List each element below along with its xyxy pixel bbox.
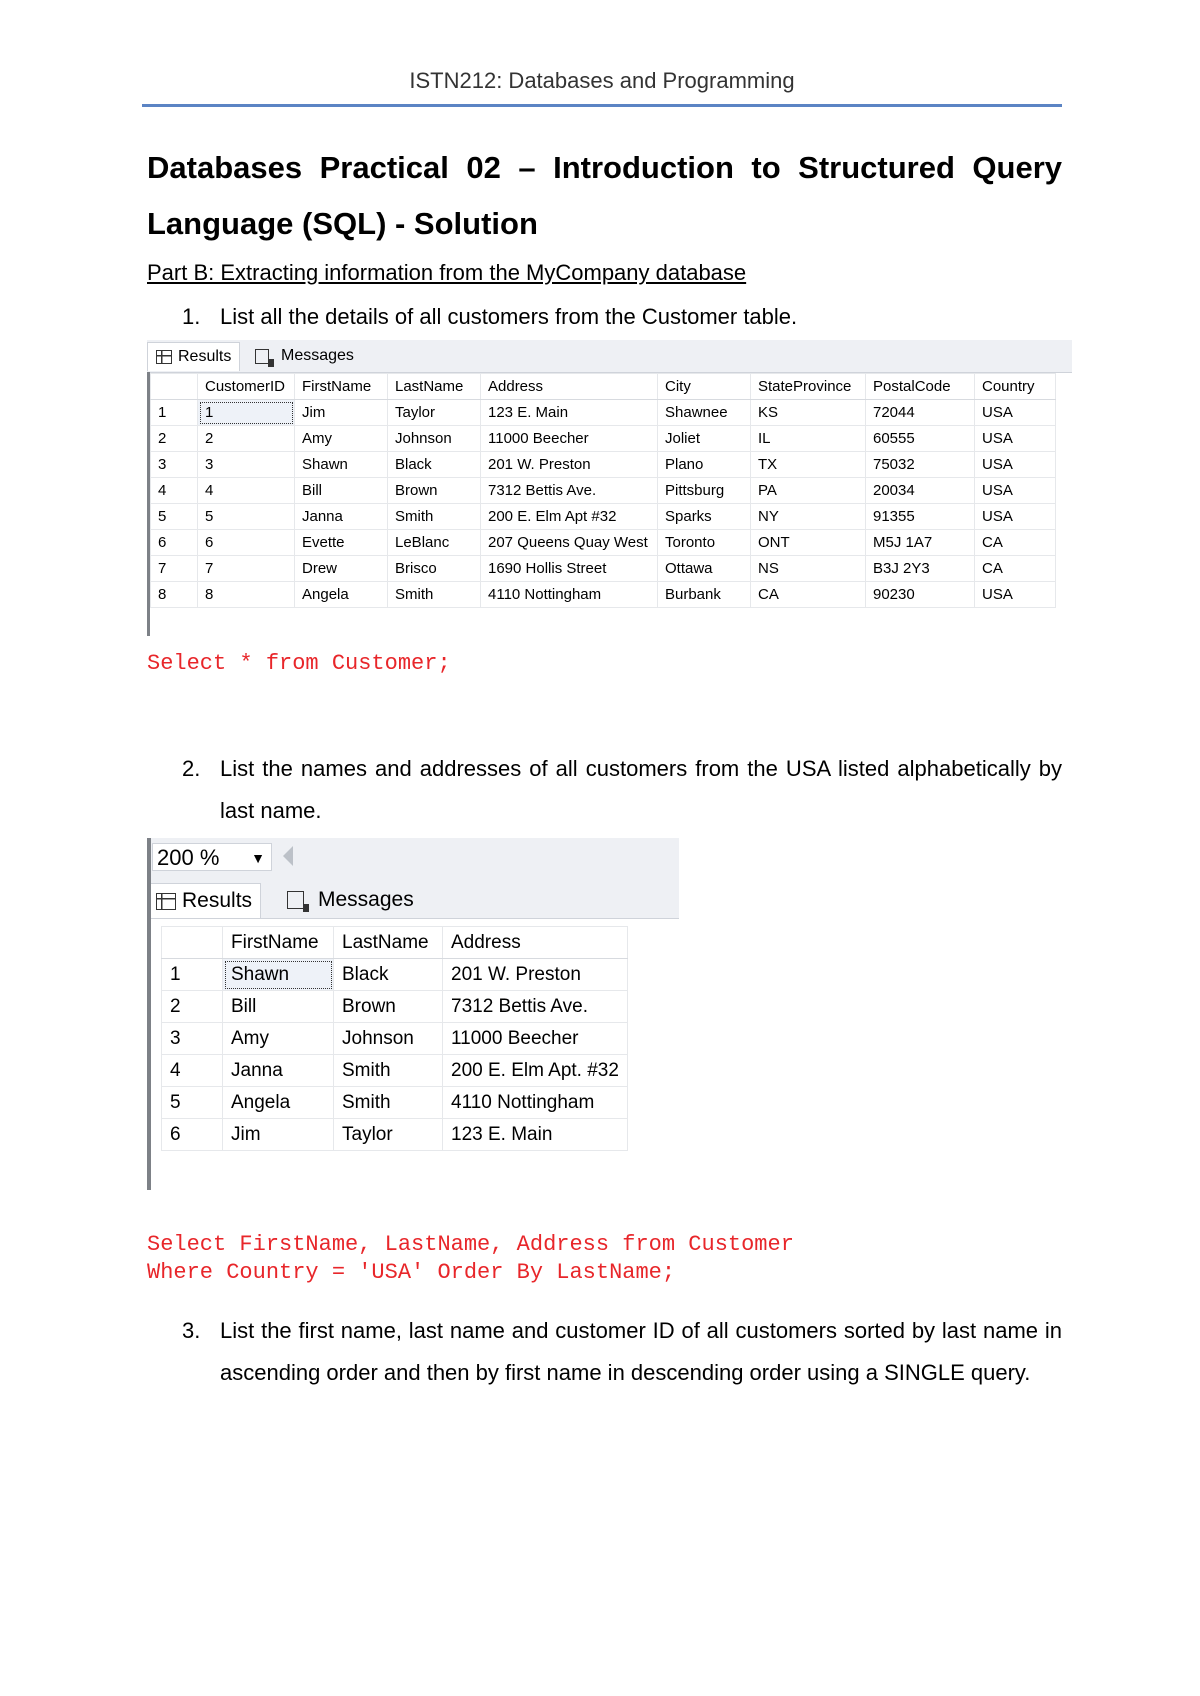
table-cell[interactable]: 8	[198, 582, 295, 608]
table-cell[interactable]: CA	[975, 530, 1056, 556]
table-cell[interactable]: Evette	[295, 530, 388, 556]
page-header: ISTN212: Databases and Programming	[409, 68, 795, 93]
table-cell[interactable]: Black	[334, 959, 443, 991]
table-cell[interactable]: 11000 Beecher	[481, 426, 658, 452]
table-row[interactable]	[151, 452, 1056, 478]
table-row[interactable]	[162, 959, 628, 991]
table-cell[interactable]: 4110 Nottingham	[443, 1087, 628, 1119]
table-cell[interactable]: Black	[388, 452, 481, 478]
table-cell[interactable]: 123 E. Main	[443, 1119, 628, 1151]
tab-results[interactable]	[147, 883, 261, 918]
grid-left-border	[147, 838, 151, 1190]
table-row[interactable]	[162, 1087, 628, 1119]
table-cell[interactable]: M5J 1A7	[866, 530, 975, 556]
question-number: 1.	[182, 304, 201, 329]
tab-results-label: Results	[178, 348, 232, 365]
table-cell[interactable]: B3J 2Y3	[866, 556, 975, 582]
row-number-header	[162, 927, 223, 959]
messages-icon	[287, 891, 304, 909]
results-tabbar	[147, 340, 1072, 373]
table-cell[interactable]: Jim	[295, 400, 388, 426]
table-cell[interactable]: Smith	[388, 504, 481, 530]
row-number[interactable]: 1	[162, 959, 223, 991]
table-cell[interactable]: USA	[975, 400, 1056, 426]
table-row[interactable]	[162, 1055, 628, 1087]
table-cell[interactable]: IL	[751, 426, 866, 452]
table-cell[interactable]: 2	[198, 426, 295, 452]
table-cell[interactable]: 6	[198, 530, 295, 556]
table-row[interactable]	[151, 530, 1056, 556]
table-cell[interactable]: Brown	[334, 991, 443, 1023]
chevron-down-icon: ▼	[251, 850, 265, 866]
zoom-value: 200 %	[157, 845, 220, 870]
table-row[interactable]	[151, 582, 1056, 608]
table-cell[interactable]: 20034	[866, 478, 975, 504]
tab-messages-label: Messages	[281, 347, 354, 364]
row-number[interactable]: 5	[162, 1087, 223, 1119]
table-cell[interactable]: Smith	[334, 1087, 443, 1119]
table-cell[interactable]: Shawnee	[658, 400, 751, 426]
table-cell[interactable]: ONT	[751, 530, 866, 556]
table-row[interactable]	[151, 504, 1056, 530]
table-row[interactable]	[151, 426, 1056, 452]
table-row[interactable]	[151, 400, 1056, 426]
table-cell[interactable]: USA	[975, 452, 1056, 478]
table-cell[interactable]: Burbank	[658, 582, 751, 608]
table-cell[interactable]: 72044	[866, 400, 975, 426]
table-cell[interactable]: Smith	[388, 582, 481, 608]
customer-table	[150, 373, 1056, 608]
table-cell[interactable]: USA	[975, 478, 1056, 504]
table-row[interactable]	[151, 556, 1056, 582]
results-tabbar	[147, 878, 679, 919]
table-cell[interactable]: Shawn	[223, 959, 334, 991]
row-number[interactable]: 4	[162, 1055, 223, 1087]
table-header-row	[162, 927, 628, 959]
row-number[interactable]: 6	[162, 1119, 223, 1151]
sql-line: Select FirstName, LastName, Address from Customer	[147, 1232, 794, 1257]
row-number[interactable]: 3	[151, 452, 198, 478]
question-1	[182, 296, 1062, 338]
table-cell[interactable]: 200 E. Elm Apt. #32	[443, 1055, 628, 1087]
column-header[interactable]: Address	[443, 927, 628, 959]
table-cell[interactable]: NY	[751, 504, 866, 530]
row-number[interactable]: 7	[151, 556, 198, 582]
question-number: 2.	[182, 756, 201, 781]
header-rule	[142, 104, 1062, 107]
table-cell[interactable]: Janna	[223, 1055, 334, 1087]
table-cell[interactable]: KS	[751, 400, 866, 426]
sql-query-1: Select * from Customer;	[147, 651, 451, 676]
table-cell[interactable]: TX	[751, 452, 866, 478]
table-cell[interactable]: Toronto	[658, 530, 751, 556]
table-cell[interactable]: Shawn	[295, 452, 388, 478]
table-cell[interactable]: Taylor	[334, 1119, 443, 1151]
table-cell[interactable]: Drew	[295, 556, 388, 582]
table-cell[interactable]: Jim	[223, 1119, 334, 1151]
sql-line: Where Country = 'USA' Order By LastName;	[147, 1260, 676, 1285]
table-cell[interactable]: 201 W. Preston	[443, 959, 628, 991]
row-number[interactable]: 2	[151, 426, 198, 452]
grid-icon	[156, 893, 176, 910]
table-row[interactable]	[162, 1023, 628, 1055]
question-3	[182, 1310, 1062, 1394]
table-cell[interactable]: 7312 Bettis Ave.	[443, 991, 628, 1023]
table-cell[interactable]: USA	[975, 504, 1056, 530]
tab-messages-label: Messages	[318, 888, 414, 911]
results-grid-2	[147, 838, 679, 1190]
table-cell[interactable]: 75032	[866, 452, 975, 478]
table-cell[interactable]: Joliet	[658, 426, 751, 452]
column-header[interactable]: LastName	[388, 374, 481, 400]
table-cell[interactable]: NS	[751, 556, 866, 582]
tab-messages[interactable]	[279, 883, 422, 917]
table-cell[interactable]: CA	[751, 582, 866, 608]
table-cell[interactable]: Brisco	[388, 556, 481, 582]
column-header[interactable]: StateProvince	[751, 374, 866, 400]
question-text: List the first name, last name and customer ID of all customers sorted by last name in ascending order and then by first name in descending order using a SINGLE query.	[220, 1318, 1062, 1385]
table-cell[interactable]: 11000 Beecher	[443, 1023, 628, 1055]
table-cell[interactable]: Amy	[223, 1023, 334, 1055]
table-cell[interactable]: 60555	[866, 426, 975, 452]
tab-messages[interactable]	[247, 342, 362, 370]
table-cell[interactable]: CA	[975, 556, 1056, 582]
table-cell[interactable]: 90230	[866, 582, 975, 608]
column-header[interactable]: LastName	[334, 927, 443, 959]
table-cell[interactable]: Bill	[295, 478, 388, 504]
column-header[interactable]: City	[658, 374, 751, 400]
table-row[interactable]	[151, 478, 1056, 504]
table-cell[interactable]: 1690 Hollis Street	[481, 556, 658, 582]
page-title: Databases Practical 02 – Introduction to Structured Query Language (SQL) - Solution	[147, 150, 1062, 241]
table-cell[interactable]: USA	[975, 426, 1056, 452]
table-cell[interactable]: Janna	[295, 504, 388, 530]
question-2	[182, 748, 1062, 832]
table-cell[interactable]: Pittsburg	[658, 478, 751, 504]
table-row[interactable]	[162, 991, 628, 1023]
question-text: List all the details of all customers from the Customer table.	[220, 304, 798, 329]
table-row[interactable]	[162, 1119, 628, 1151]
row-number-header	[151, 374, 198, 400]
table-cell[interactable]: Sparks	[658, 504, 751, 530]
table-cell[interactable]: USA	[975, 582, 1056, 608]
table-cell[interactable]: Taylor	[388, 400, 481, 426]
table-cell[interactable]: 7	[198, 556, 295, 582]
table-cell[interactable]: 91355	[866, 504, 975, 530]
table-cell[interactable]: 7312 Bettis Ave.	[481, 478, 658, 504]
row-number[interactable]: 8	[151, 582, 198, 608]
section-heading: Part B: Extracting information from the MyCompany database	[147, 260, 747, 285]
column-header[interactable]: FirstName	[223, 927, 334, 959]
table-header-row	[151, 374, 1056, 400]
table-cell[interactable]: LeBlanc	[388, 530, 481, 556]
table-cell[interactable]: 3	[198, 452, 295, 478]
table-cell[interactable]: Ottawa	[658, 556, 751, 582]
table-cell[interactable]: 4	[198, 478, 295, 504]
scroll-left-icon[interactable]	[283, 846, 293, 866]
table-cell[interactable]: 201 W. Preston	[481, 452, 658, 478]
question-text: List the names and addresses of all customers from the USA listed alphabetically by last name.	[220, 756, 1062, 823]
row-number[interactable]: 2	[162, 991, 223, 1023]
usa-customers-table	[161, 926, 628, 1151]
table-cell[interactable]: Angela	[295, 582, 388, 608]
zoom-select[interactable]	[152, 843, 272, 871]
zoom-bar	[147, 838, 679, 878]
row-number[interactable]: 6	[151, 530, 198, 556]
table-cell[interactable]: Plano	[658, 452, 751, 478]
column-header[interactable]: Address	[481, 374, 658, 400]
table-cell[interactable]: Angela	[223, 1087, 334, 1119]
results-grid-1	[147, 340, 1072, 636]
table-cell[interactable]: 123 E. Main	[481, 400, 658, 426]
table-cell[interactable]: Amy	[295, 426, 388, 452]
messages-icon	[255, 349, 269, 364]
table-cell[interactable]: Bill	[223, 991, 334, 1023]
grid-icon	[156, 350, 172, 364]
column-header[interactable]: PostalCode	[866, 374, 975, 400]
row-number[interactable]: 5	[151, 504, 198, 530]
tab-results[interactable]	[147, 342, 240, 371]
table-cell[interactable]: PA	[751, 478, 866, 504]
table-cell[interactable]: 1	[198, 400, 295, 426]
tab-results-label: Results	[182, 889, 253, 912]
sql-query-2	[147, 1203, 794, 1287]
table-cell[interactable]: Brown	[388, 478, 481, 504]
column-header[interactable]: CustomerID	[198, 374, 295, 400]
column-header[interactable]: Country	[975, 374, 1056, 400]
row-number[interactable]: 4	[151, 478, 198, 504]
row-number[interactable]: 1	[151, 400, 198, 426]
question-number: 3.	[182, 1318, 201, 1343]
table-cell[interactable]: Smith	[334, 1055, 443, 1087]
table-cell[interactable]: 5	[198, 504, 295, 530]
table-cell[interactable]: 200 E. Elm Apt #32	[481, 504, 658, 530]
column-header[interactable]: FirstName	[295, 374, 388, 400]
table-cell[interactable]: 207 Queens Quay West	[481, 530, 658, 556]
table-cell[interactable]: Johnson	[334, 1023, 443, 1055]
table-cell[interactable]: Johnson	[388, 426, 481, 452]
table-cell[interactable]: 4110 Nottingham	[481, 582, 658, 608]
row-number[interactable]: 3	[162, 1023, 223, 1055]
